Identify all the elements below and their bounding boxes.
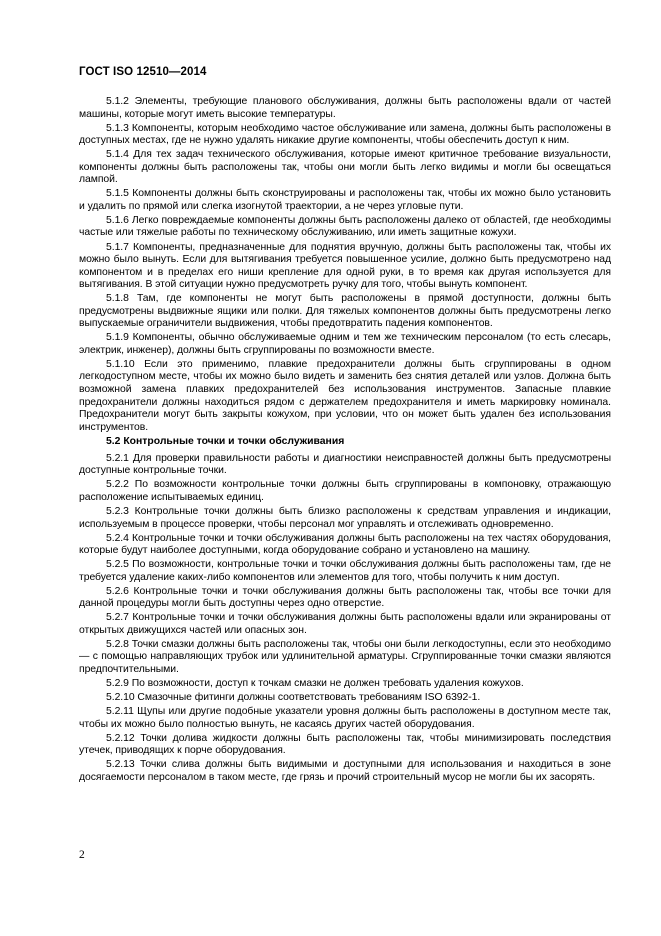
document-body <box>79 96 611 786</box>
clause-paragraph: 5.2.3 Контрольные точки должны быть близко расположены к средствам управления и индикации, используемым в процессе проверки, чтобы персонал мог управлять и отслеживать одновременно. <box>79 505 611 530</box>
document-header-title: ГОСТ ISO 12510—2014 <box>79 66 207 78</box>
clause-paragraph: 5.2.12 Точки долива жидкости должны быть расположены так, чтобы минимизировать последствия утечек, приводящих к порче оборудования. <box>79 732 611 757</box>
clause-paragraph: 5.2.8 Точки смазки должны быть расположены так, чтобы они были легкодоступны, если это необходимо — с помощью направляющих трубок или удлинительной арматуры. Сгруппированные точки смазки являются предпочтительными. <box>79 638 611 676</box>
clause-paragraph: 5.2.11 Щупы или другие подобные указатели уровня должны быть расположены в доступном месте так, чтобы их можно было полностью вынуть, не касаясь других частей оборудования. <box>79 706 611 730</box>
clause-paragraph: 5.2.1 Для проверки правильности работы и диагностики неисправностей должны быть предусмотрены доступные контрольные точки. <box>79 452 611 477</box>
clause-paragraph: 5.1.8 Там, где компоненты не могут быть расположены в прямой доступности, должны быть предусмотрены выдвижные ящики или полки. Для тяжелых компонентов должны быть предусмотрены легко выпускаемые ограничители выдвижения, чтобы предотвратить падения компонентов. <box>79 293 611 330</box>
clause-paragraph: 5.1.6 Легко повреждаемые компоненты должны быть расположены далеко от областей, где необходимы частые или тяжелые работы по техническому обслуживанию, или иметь защитные кожухи. <box>79 214 611 239</box>
clause-paragraph: 5.1.9 Компоненты, обычно обслуживаемые одним и тем же техническим персоналом (то есть слесарь, электрик, инженер), должны быть сгруппированы по возможности вместе. <box>79 332 611 356</box>
clause-paragraph: 5.2.10 Смазочные фитинги должны соответствовать требованиям ISO 6392-1. <box>106 692 481 704</box>
clause-paragraph: 5.1.7 Компоненты, предназначенные для поднятия вручную, должны быть расположены так, чтобы их можно было вынуть. Если для вытягивания требуется повышенное усилие, должно быть предусмотрено над компонентом и в пределах его ниши крепление для одной руки, в то время как другая используется для вытягивания. В этой ситуации нужно предусмотреть ручку для того, чтобы вынуть компонент. <box>79 241 611 291</box>
clause-paragraph: 5.2.6 Контрольные точки и точки обслуживания должны быть расположены так, чтобы все точки для данной процедуры могли быть доступны через одно отверстие. <box>79 585 611 610</box>
page-number: 2 <box>79 849 85 861</box>
clause-paragraph: 5.1.3 Компоненты, которым необходимо частое обслуживание или замена, должны быть расположены в доступных местах, где не нужно удалять никакие другие компоненты, чтобы обеспечить доступ к ним. <box>79 122 611 147</box>
clause-paragraph: 5.2.2 По возможности контрольные точки должны быть сгруппированы в компоновку, отражающую расположение испытываемых единиц. <box>79 479 611 503</box>
clause-paragraph: 5.2.4 Контрольные точки и точки обслуживания должны быть расположены на тех частях оборудования, которые будут наиболее доступными, когда оборудование собрано и установлено на машину. <box>79 532 611 557</box>
clause-paragraph: 5.2.9 По возможности, доступ к точкам смазки не должен требовать удаления кожухов. <box>106 678 524 690</box>
clause-paragraph: 5.1.2 Элементы, требующие планового обслуживания, должны быть расположены вдали от частей машины, которые могут иметь высокие температуры. <box>79 96 611 120</box>
clause-paragraph: 5.1.4 Для тех задач технического обслуживания, которые имеют критичное требование визуальности, компоненты должны быть расположены так, чтобы они могли быть легко видимы и могли бы освещаться лампой. <box>79 149 611 186</box>
clause-paragraph: 5.2.5 По возможности, контрольные точки и точки обслуживания должны быть расположены там, где не требуется удаление каких-либо компонентов или элементов для того, чтобы получить к ним доступ. <box>79 559 611 583</box>
clause-paragraph: 5.1.5 Компоненты должны быть сконструированы и расположены так, чтобы их можно было установить и удалить по прямой или слегка изогнутой траектории, а не через угловые пути. <box>79 188 611 212</box>
clause-paragraph: 5.2.13 Точки слива должны быть видимыми и доступными для использования и находиться в зоне досягаемости персоналом в таком месте, где грязь и прочий строительный мусор не могли бы их засорять. <box>79 759 611 783</box>
clause-paragraph: 5.1.10 Если это применимо, плавкие предохранители должны быть сгруппированы в одном легкодоступном месте, чтобы их можно было видеть и заменить без снятия деталей или узлов. Должна быть возможной замена плавких предохранителей без использования инструментов. Запасные плавкие предохранители должны находиться рядом с держателем предохранителя и иметь маркировку номинала. Предохранители могут быть закрыты кожухом, при условии, что он может быть удален без использования инструментов. <box>79 358 611 433</box>
section-heading: 5.2 Контрольные точки и точки обслуживания <box>106 436 345 448</box>
clause-paragraph: 5.2.7 Контрольные точки и точки обслуживания должны быть расположены вдали или экранированы от открытых движущихся частей или опасных зон. <box>79 612 611 636</box>
